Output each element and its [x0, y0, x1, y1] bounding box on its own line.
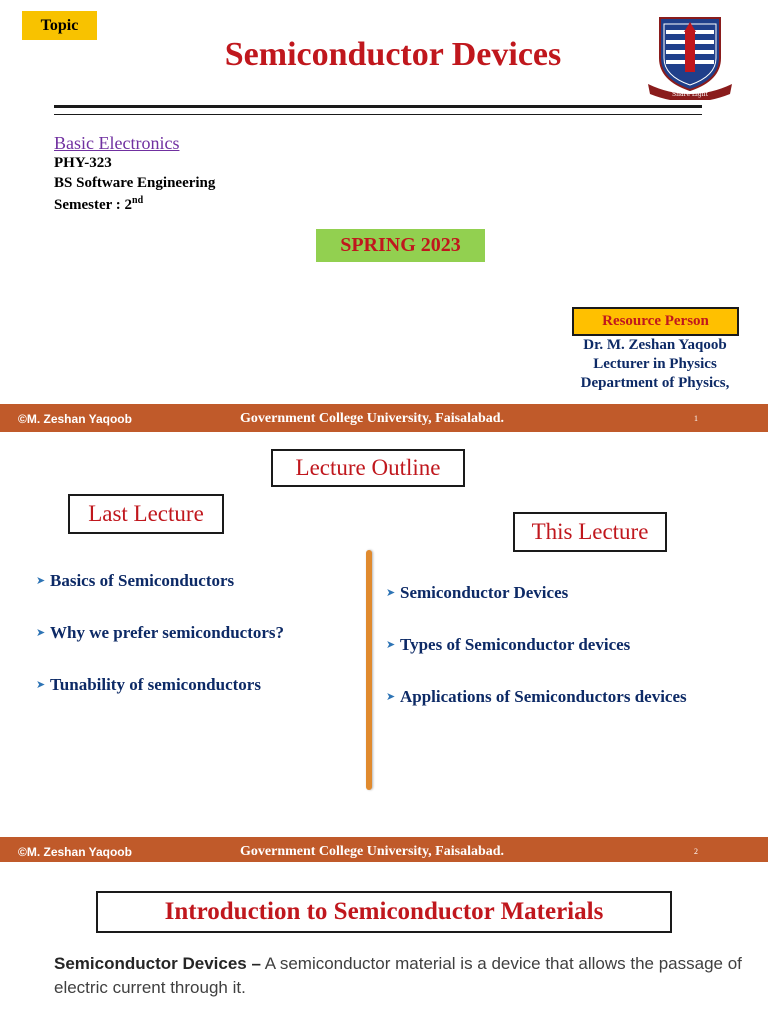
chevron-right-icon: ➤: [386, 586, 396, 599]
chevron-right-icon: ➤: [36, 678, 46, 691]
course-code: PHY-323: [54, 155, 112, 171]
footer-page-number: 2: [694, 847, 698, 856]
semester-label: Semester : 2: [54, 197, 133, 213]
list-item: [386, 583, 568, 603]
list-item-text: Types of Semiconductor devices: [400, 635, 631, 654]
intro-title: Introduction to Semiconductor Materials: [96, 891, 672, 933]
list-item-text: Why we prefer semiconductors?: [50, 623, 285, 642]
outline-slide: [0, 432, 768, 832]
course-name-link[interactable]: Basic Electronics: [54, 133, 180, 153]
list-item: [386, 687, 687, 707]
season-badge: SPRING 2023: [316, 229, 485, 262]
intro-paragraph: [54, 952, 744, 1000]
footer-page-number: 1: [694, 414, 698, 423]
person-department: Department of Physics,: [580, 375, 730, 391]
university-crest-logo: [640, 14, 740, 100]
title-rule-thin: [54, 114, 702, 115]
program-name: BS Software Engineering: [54, 175, 216, 191]
chevron-right-icon: ➤: [36, 574, 46, 587]
semester-suffix: nd: [132, 195, 144, 206]
footer-university: Government College University, Faisalabad.: [240, 844, 505, 859]
footer-copyright: ©M. Zeshan Yaqoob: [18, 412, 132, 426]
list-item: [36, 623, 284, 643]
list-item-text: Applications of Semiconductors devices: [400, 687, 687, 706]
column-divider: [366, 550, 372, 790]
list-item-text: Tunability of semiconductors: [50, 675, 261, 694]
person-title: Lecturer in Physics: [593, 356, 717, 372]
list-item: [36, 675, 261, 695]
topic-tag: Topic: [22, 11, 97, 40]
chevron-right-icon: ➤: [386, 638, 396, 651]
list-item: [36, 571, 234, 591]
definition-term: Semiconductor Devices –: [54, 954, 261, 973]
last-lecture-title: Last Lecture: [68, 494, 224, 534]
footer-bar-1: [0, 404, 768, 434]
person-name: Dr. M. Zeshan Yaqoob: [583, 337, 727, 353]
definition-text: A semiconductor material is a device that allows the passage of electric current through it.: [54, 954, 742, 997]
page-title: Semiconductor Devices: [224, 36, 562, 73]
intro-slide: [0, 862, 768, 1024]
this-lecture-title: This Lecture: [513, 512, 667, 552]
list-item: [386, 635, 630, 655]
title-rule-thick: [54, 105, 702, 108]
lecture-outline-title: Lecture Outline: [271, 449, 465, 487]
chevron-right-icon: ➤: [386, 690, 396, 703]
footer-copyright: ©M. Zeshan Yaqoob: [18, 845, 132, 859]
semester-line: [54, 195, 143, 214]
crest-motto: Share Light: [672, 91, 708, 98]
chevron-right-icon: ➤: [36, 626, 46, 639]
title-slide: [0, 0, 768, 402]
list-item-text: Semiconductor Devices: [400, 583, 569, 602]
footer-university: Government College University, Faisalabad.: [240, 411, 505, 426]
resource-person-label: Resource Person: [572, 307, 739, 336]
list-item-text: Basics of Semiconductors: [50, 571, 235, 590]
